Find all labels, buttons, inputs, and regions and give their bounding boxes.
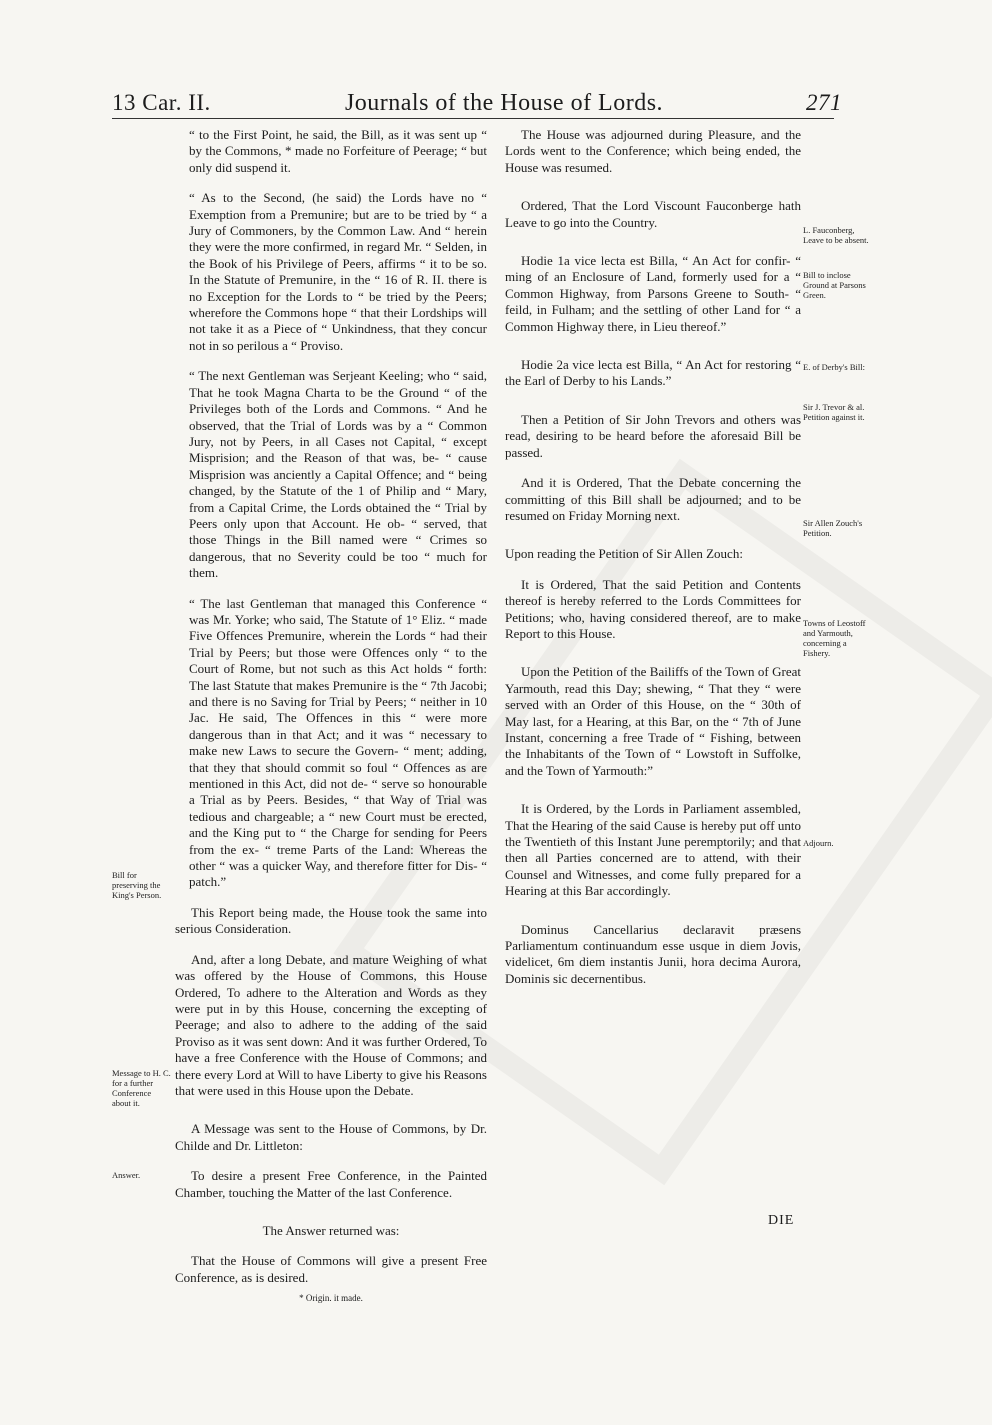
margin-note: Bill for preserving the King's Person. — [112, 870, 162, 900]
paragraph: Upon the Petition of the Bailiffs of the Town of Great Yarmouth, read this Day; shewing, “ That they “ were served with an Order of this House, on the “ 30th of May last, for a Hearing, at this Bar, on the “ 7th of June Instant, concerning a free Trade of “ Fishing, between the Inhabitants of the Town of “ Lowstoft in Suffolke, and the Town of Yarmouth:” — [505, 664, 801, 778]
paragraph: The House was adjourned during Pleasure, and the Lords went to the Conference; which being ended, the House was resumed. — [505, 127, 801, 175]
paragraph: “ The next Gentleman was Serjeant Keeling; who “ said, That he took Magna Charta to be the Ground “ of the Privileges both of the Lords and Commons. “ And he observed, that the Trial of Lords was by a “ Common Jury, not by Peers, in all Cases not Capital, “ except Misprision; and the Reason of that was, be- “ cause Misprision was anciently a Capital Offence; and “ being changed, by the Statute of the 1 of Philip and “ Mary, from a Capital Crime, the Lords obtained the “ Trial by Peers only upon that Account. He ob- “ served, that those Things in the Bill named were “ Crimes so dangerous, that no Severity could be too “ much for them. — [189, 368, 487, 581]
paragraph: And, after a long Debate, and mature Weighing of what was offered by the House of Commons, this House Ordered, To adhere to the Alteration and Words as they were put in by this House, concerning the excepting of Peerage; and also to adhere to the adding of the said Proviso as it was sent down: And it was further Ordered, To have a free Conference with the House of Commons; and there every Lord at Will to have Liberty to give his Reasons that were used in this House upon the Debate. — [175, 951, 487, 1098]
paragraph: Ordered, That the Lord Viscount Fauconberge hath Leave to go into the Country. — [505, 198, 801, 230]
paragraph: And it is Ordered, That the Debate concerning the committing of this Bill shall be adjourned; and to be resumed on Friday Morning next. — [505, 475, 801, 523]
paragraph: Dominus Cancellarius declaravit præsens Parliamentum continuandum esse usque in diem Jovis, videlicet, 6m diem instantis Junii, hora decima Aurora, Dominis sic decernentibus. — [505, 921, 801, 986]
left-column — [175, 127, 487, 1307]
paragraph: The Answer returned was: — [262, 1222, 400, 1238]
page-number: 271 — [806, 90, 842, 115]
paragraph: This Report being made, the House took the same into serious Consideration. — [175, 904, 487, 937]
header-rule — [112, 118, 834, 119]
paragraph: “ As to the Second, (he said) the Lords have no “ Exemption from a Premunire; but are to be tried by “ a Jury of Commoners, by the Common Law. And “ herein they were the more confirmed, in regard Mr. “ Selden, in the Book of his Privilege of Peers, affirms “ it to be so. In the Statute of Premunire, in the “ 16 of R. II. there is no Exception for the Lords to “ be tried by the Peers; wherefore the Commons hope “ that their Lordships will not take it as a Piece of “ Unkindness, that they concur not in so perilous a “ Proviso. — [189, 190, 487, 353]
margin-note: Towns of Leostoff and Yarmouth, concerning a Fishery. — [803, 618, 866, 658]
paragraph: Hodie 2a vice lecta est Billa, “ An Act for restoring “ the Earl of Derby to his Lands.” — [505, 357, 801, 389]
margin-note: Message to H. C. for a further Conference about it. — [112, 1068, 171, 1108]
paragraph: “ to the First Point, he said, the Bill, as it was sent up “ by the Commons, * made no Forfeiture of Peerage; “ but only did suspend it. — [189, 127, 487, 175]
running-head-session: 13 Car. II. — [112, 90, 211, 115]
margin-note: Sir Allen Zouch's Petition. — [803, 518, 863, 538]
paragraph: To desire a present Free Conference, in the Painted Chamber, touching the Matter of the last Conference. — [175, 1168, 487, 1200]
margin-note: Sir J. Trevor & al. Petition against it. — [803, 402, 865, 422]
right-column — [505, 127, 801, 987]
catchword: DIE — [768, 1213, 795, 1228]
margin-note: Adjourn. — [803, 838, 834, 848]
footnote: * Origin. it made. — [299, 1293, 363, 1304]
paragraph: That the House of Commons will give a present Free Conference, as is desired. — [175, 1253, 487, 1285]
paragraph: Then a Petition of Sir John Trevors and others was read, desiring to be heard before the aforesaid Bill be passed. — [505, 411, 801, 460]
margin-note: L. Fauconberg, Leave to be absent. — [803, 225, 869, 245]
paragraph: “ The last Gentleman that managed this Conference “ was Mr. Yorke; who said, The Statute of 1° Eliz. “ made Five Offences Premunire, wherein the Lords “ had their Trial by Peers; but those were Offences only “ to the Court of Rome, but not such as this Act holds “ forth: The last Statute that makes Premunire is the “ 7th Jacobi; and there is no Saving for Trial by Peers; “ neither in 10 Jac. He said, The Offences in this “ were more dangerous than in that Act; and it was “ necessary to make new Laws to secure the Govern- “ ment; adding, that they that should commit so foul “ Offences as are mentioned in this Act, did not de- “ serve so honourable a Trial as by Peers. Besides, “ that Way of Trial was tedious and chargeable; a “ new Court must be erected, and the King put to “ the Charge for sending for Peers from the ex- “ treme Parts of the Land: Whereas the other “ was a quicker Way, and therefore fitter for Dis- “ patch.” — [189, 595, 487, 890]
paragraph: Hodie 1a vice lecta est Billa, “ An Act for confir- “ ming of an Enclosure of Land, formerly used for a “ Common Highway, from Parsons Greene to South- “ feild, in Fulham; and the settling of other Land for “ a Common Highway there, in Lieu thereof.” — [505, 253, 801, 334]
margin-note: Answer. — [112, 1170, 141, 1180]
margin-note: Bill to inclose Ground at Parsons Green. — [803, 270, 866, 300]
paragraph: It is Ordered, by the Lords in Parliament assembled, That the Hearing of the said Cause is hereby put off unto the Twentieth of this Instant June peremptorily; and that then all Parties concerned are to attend, with their Counsel and Witnesses, and come fully prepared for a Hearing at this Bar accordingly. — [505, 801, 801, 899]
paragraph: Upon reading the Petition of Sir Allen Zouch: — [505, 546, 743, 562]
running-head-title: Journals of the House of Lords. — [344, 90, 664, 116]
margin-note: E. of Derby's Bill: — [803, 362, 865, 372]
paragraph: It is Ordered, That the said Petition and Contents thereof is hereby referred to the Lords Committees for Petitions; who, having considered thereof, are to make Report to this House. — [505, 576, 801, 641]
paragraph: A Message was sent to the House of Commons, by Dr. Childe and Dr. Littleton: — [175, 1121, 487, 1153]
